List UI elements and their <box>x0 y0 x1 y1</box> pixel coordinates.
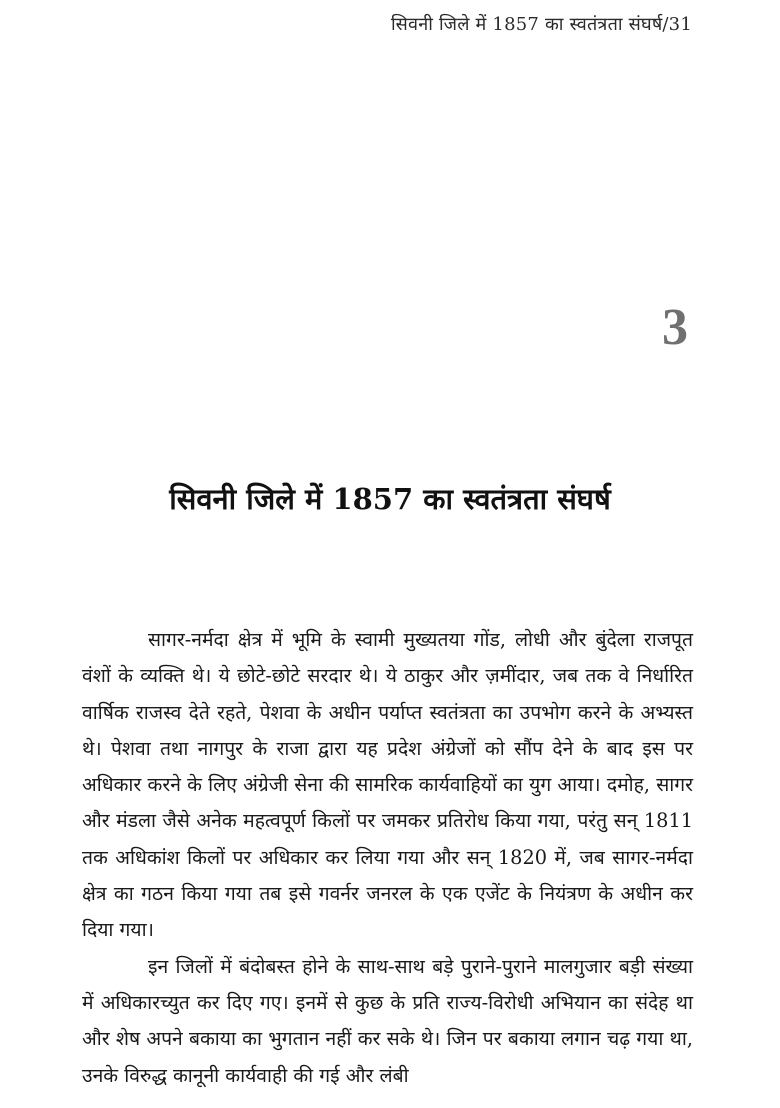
paragraph-2: इन जिलों में बंदोबस्त होने के साथ-साथ बड़े पुराने-पुराने मालगुजार बड़ी संख्या में अधिकारच्युत कर दिए गए। इनमें से कुछ के प्रति राज्य-विरोधी अभियान का संदेह था और शेष अपने बकाया का भुगतान नहीं कर सके थे। जिन पर बकाया लगान चढ़ गया था, उनके विरुद्ध कानूनी कार्यवाही की गई और लंबी <box>82 954 693 1087</box>
body-text <box>82 622 693 1094</box>
chapter-title: सिवनी जिले में 1857 का स्वतंत्रता संघर्ष <box>169 482 611 516</box>
chapter-number: 3 <box>662 299 688 356</box>
running-header: सिवनी जिले में 1857 का स्वतंत्रता संघर्ष/31 <box>390 14 692 35</box>
paragraph-1: सागर-नर्मदा क्षेत्र में भूमि के स्वामी मुख्यतया गोंड, लोधी और बुंदेला राजपूत वंशों के व्यक्ति थे। ये छोटे-छोटे सरदार थे। ये ठाकुर और ज़मींदार, जब तक वे निर्धारित वार्षिक राजस्व देते रहते, पेशवा के अधीन पर्याप्त स्वतंत्रता का उपभोग करने के अभ्यस्त थे। पेशवा तथा नागपुर के राजा द्वारा यह प्रदेश अंग्रेजों को सौंप देने के बाद इस पर अधिकार करने के लिए अंग्रेजी सेना की सामरिक कार्यवाहियों का युग आया। दमोह, सागर और मंडला जैसे अनेक महत्वपूर्ण किलों पर जमकर प्रतिरोध किया गया, परंतु सन् 1811 तक अधिकांश किलों पर अधिकार कर लिया गया और सन् 1820 में, जब सागर-नर्मदा क्षेत्र का गठन किया गया तब इसे गवर्नर जनरल के एक एजेंट के नियंत्रण के अधीन कर दिया गया। <box>82 628 693 942</box>
